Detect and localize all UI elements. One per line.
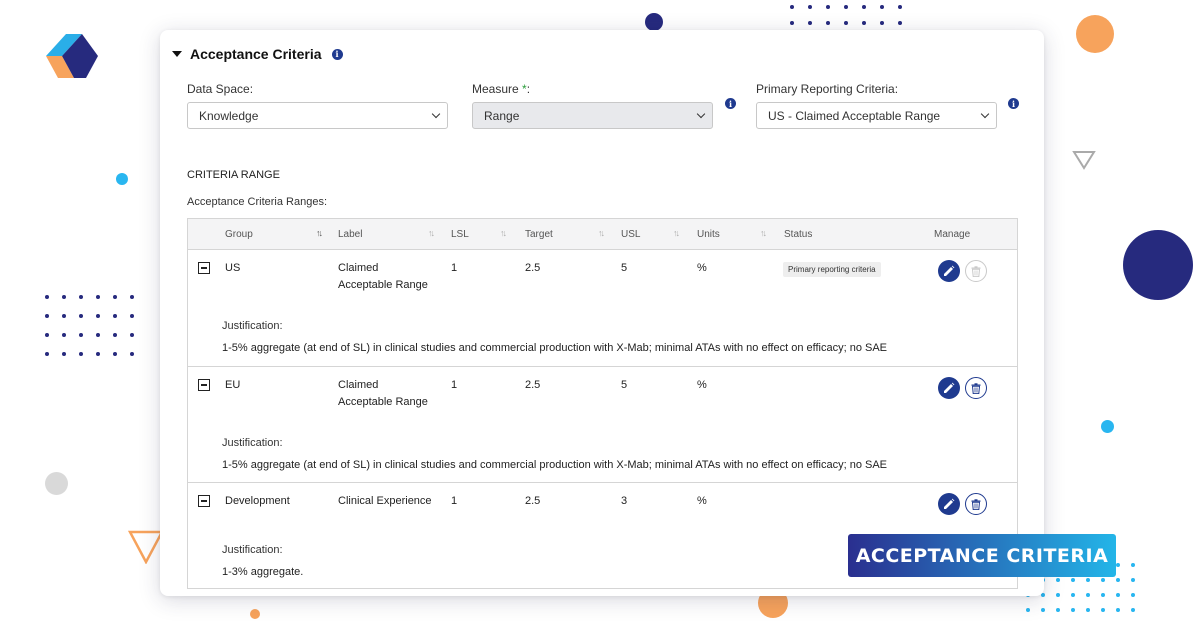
primary-reporting-select[interactable]: [756, 102, 997, 129]
chevron-down-icon: [697, 110, 705, 118]
acceptance-criteria-panel: [160, 30, 1044, 596]
sort-icon[interactable]: ↑↓: [673, 228, 678, 238]
sort-icon[interactable]: ↑↓: [428, 228, 433, 238]
delete-button[interactable]: [965, 260, 987, 282]
collapse-row-icon[interactable]: [198, 495, 210, 507]
cell-usl: 3: [621, 495, 628, 507]
table-row: [188, 250, 1017, 367]
cell-label-line2: Acceptable Range: [338, 279, 428, 291]
cell-units: %: [697, 495, 707, 507]
criteria-range-heading: CRITERIA RANGE: [187, 169, 280, 181]
edit-button[interactable]: [938, 493, 960, 515]
cell-target: 2.5: [525, 495, 541, 507]
cell-usl: 5: [621, 379, 628, 391]
panel-header[interactable]: [172, 46, 343, 62]
status-badge: Primary reporting criteria: [783, 262, 881, 277]
cell-label-line1: Clinical Experience: [338, 495, 432, 507]
panel-title: Acceptance Criteria: [190, 46, 322, 62]
cell-lsl: 1: [451, 379, 458, 391]
collapse-row-icon[interactable]: [198, 379, 210, 391]
edit-button[interactable]: [938, 377, 960, 399]
deco-circle-navy-large: [1123, 230, 1193, 300]
sort-icon[interactable]: ↑↓: [760, 228, 765, 238]
info-icon[interactable]: i: [332, 49, 343, 60]
pencil-icon: [943, 265, 955, 277]
cell-usl: 5: [621, 262, 628, 274]
criteria-ranges-label: Acceptance Criteria Ranges:: [187, 196, 328, 208]
primary-reporting-info-icon[interactable]: i: [1008, 98, 1019, 109]
deco-triangle-grey: [1072, 150, 1096, 170]
sort-icon[interactable]: ↑↓: [500, 228, 505, 238]
collapse-row-icon[interactable]: [198, 262, 210, 274]
deco-circle-navy-small: [645, 13, 663, 31]
chevron-down-icon: [432, 110, 440, 118]
cell-units: %: [697, 379, 707, 391]
measure-value: Range: [484, 108, 520, 123]
measure-label: [472, 82, 713, 96]
deco-circle-cyan-right: [1101, 420, 1114, 433]
justification-text: 1-3% aggregate.: [222, 566, 304, 578]
cell-label-line1: Claimed: [338, 262, 379, 274]
data-space-field: [187, 82, 448, 129]
pencil-icon: [943, 382, 955, 394]
col-status[interactable]: Status: [784, 229, 813, 240]
company-logo: [44, 30, 100, 82]
justification-text: 1-5% aggregate (at end of SL) in clinical studies and commercial production with X-Mab; minimal ATAs with no effect on efficacy; no SAE: [222, 342, 888, 354]
cell-label-line2: Acceptable Range: [338, 396, 428, 408]
col-manage: Manage: [934, 229, 971, 240]
col-target[interactable]: Target: [525, 229, 553, 240]
cell-units: %: [697, 262, 707, 274]
acceptance-criteria-banner: ACCEPTANCE CRITERIA: [848, 534, 1116, 577]
measure-label-text: Measure: [472, 82, 523, 96]
edit-button[interactable]: [938, 260, 960, 282]
justification-label: Justification:: [222, 437, 283, 449]
data-space-label: Data Space:: [187, 82, 254, 96]
justification-label: Justification:: [222, 320, 283, 332]
cell-target: 2.5: [525, 262, 541, 274]
col-group[interactable]: Group: [225, 229, 253, 240]
delete-button[interactable]: [965, 377, 987, 399]
sort-desc-icon[interactable]: ↑↓: [316, 228, 321, 238]
chevron-down-icon: [981, 110, 989, 118]
trash-icon: [971, 383, 981, 394]
deco-triangle-orange: [128, 530, 164, 564]
table-row: [188, 367, 1017, 483]
primary-reporting-value: US - Claimed Acceptable Range: [768, 108, 941, 123]
cell-lsl: 1: [451, 262, 458, 274]
required-mark: *: [522, 82, 527, 96]
col-lsl[interactable]: LSL: [451, 229, 469, 240]
deco-circle-cyan-left: [116, 173, 128, 185]
measure-field: [472, 82, 713, 129]
col-usl[interactable]: USL: [621, 229, 641, 240]
measure-info-icon[interactable]: i: [725, 98, 736, 109]
col-label[interactable]: Label: [338, 229, 363, 240]
deco-dots-top: [790, 5, 902, 25]
deco-circle-orange-top: [1076, 15, 1114, 53]
cell-label-line1: Claimed: [338, 379, 379, 391]
table-header: [188, 219, 1017, 250]
trash-icon: [971, 499, 981, 510]
cell-group: EU: [225, 379, 241, 391]
deco-circle-grey: [45, 472, 68, 495]
cell-group: Development: [225, 495, 290, 507]
measure-label-suffix: :: [526, 82, 531, 96]
delete-button[interactable]: [965, 493, 987, 515]
deco-circle-orange-dot: [250, 609, 260, 619]
cell-target: 2.5: [525, 379, 541, 391]
justification-text: 1-5% aggregate (at end of SL) in clinical studies and commercial production with X-Mab; minimal ATAs with no effect on efficacy; no SAE: [222, 459, 888, 471]
measure-select[interactable]: [472, 102, 713, 129]
col-units[interactable]: Units: [697, 229, 720, 240]
cell-group: US: [225, 262, 241, 274]
data-space-value: Knowledge: [199, 108, 259, 123]
justification-label: Justification:: [222, 544, 283, 556]
cell-lsl: 1: [451, 495, 458, 507]
data-space-select[interactable]: [187, 102, 448, 129]
pencil-icon: [943, 498, 955, 510]
primary-reporting-label: Primary Reporting Criteria:: [756, 82, 899, 96]
deco-dots-left: [45, 295, 134, 356]
primary-reporting-field: [756, 82, 997, 129]
trash-icon: [971, 266, 981, 277]
sort-icon[interactable]: ↑↓: [598, 228, 603, 238]
collapse-caret-icon[interactable]: [172, 51, 182, 57]
